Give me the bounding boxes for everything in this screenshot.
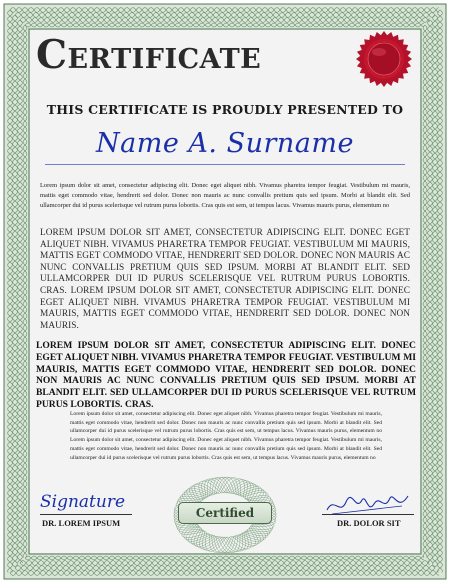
right-signer-name: DR. DOLOR SIT [337,518,401,528]
body-paragraph-caps: LOREM IPSUM DOLOR SIT AMET, CONSECTETUR ADIPISCING ELIT. DONEC EGET ALIQUET NIBH. VIVAMUS PHARETRA TEMPOR FEUGIAT. VESTIBULUM MI MAURIS, MATTIS EGET COMMODO VITAE, HENDRERIT SED DOLOR. DONEC NON MAURIS AC NUNC CONVALLIS PRETIUM QUIS SED IPSUM. MORBI AT BLANDIT ELIT. SED ULLAMCORPER DUI ID PURUS SCELERISQUE VEL RUTRUM PURUS LOBORTIS. CRAS. LOREM IPSUM DOLOR SIT AMET, CONSECTETUR ADIPISCING ELIT. DONEC EGET ALIQUET NIBH. VIVAMUS PHARETRA TEMPOR FEUGIAT. VESTIBULUM MI MAURIS, MATTIS EGET COMMODO VITAE, HENDRERIT SED DOLOR. DONEC NON MAURIS. [40,228,410,331]
right-signature-scribble-icon [322,490,412,520]
certified-badge: Certified [178,502,272,524]
right-signature-line [322,514,414,515]
body-paragraph-bold: LOREM IPSUM DOLOR SIT AMET, CONSECTETUR ADIPISCING ELIT. DONEC EGET ALIQUET NIBH. VIVAMUS PHARETRA TEMPOR FEUGIAT. VESTIBULUM MI MAURIS, MATTIS EGET COMMODO VITAE, HENDRERIT SED DOLOR. DONEC NON MAURIS AC NUNC CONVALLIS PRETIUM QUIS SED IPSUM. MORBI AT BLANDIT ELIT. SED ULLAMCORPER DUI ID PURUS SCELERISQUE VEL RUTRUM PURUS LOBORTIS. CRAS. [36,340,416,410]
body-paragraph-small: Lorem ipsum dolor sit amet, consectetur adipiscing elit. Donec eget aliquet nibh. Vivamus pharetra tempor feugiat. Vestibulum mi mauris, mattis eget commodo vitae, hendrerit sed dolor. Donec non mauris ac nunc convallis pretium quis sed ipsum. Morbi at blandit elit. Sed ullamcorper dui id purus scelerisque vel rutrum purus lobortis. Cras quis est sem, ut tempus lacus. Vivamus mauris purus, elementum no [40,182,410,210]
certificate-title: Certificate [36,32,262,78]
presented-to-line: THIS CERTIFICATE IS PROUDLY PRESENTED TO [46,102,404,117]
left-signature-line [40,514,132,515]
body-paragraph-tiny: Lorem ipsum dolor sit amet, consectetur adipiscing elit. Donec eget aliquet nibh. Vivamus pharetra tempor feugiat. Vestibulum mi mauris, mattis eget commodo vitae, hendrerit sed dolor. Donec non mauris ac nunc convallis pretium quis sed ipsum. Morbi at blandit elit. Sed ullamcorper dui id purus scelerisque vel rutrum purus lobortis. Cras quis est sem, ut tempus lacus. Vivamus mauris purus, elementum no Lorem ipsum dolor sit amet, consectetur adipiscing elit. Donec eget aliquet nibh. Vivamus pharetra tempor feugiat. Vestibulum mi mauris, mattis eget commodo vitae, hendrerit sed dolor. Donec non mauris ac nunc convallis pretium quis sed ipsum. Morbi at blandit elit. Sed ullamcorper dui id purus scelerisque vel rutrum purus lobortis. Cras quis est sem, ut tempus lacus. Vivamus mauris purus, elementum no [70,411,382,461]
left-signature-script: Signature [40,492,126,512]
red-seal-icon [355,30,413,88]
name-underline [45,164,405,165]
recipient-name: Name A. Surname [96,128,354,159]
left-signer-name: DR. LOREM IPSUM [42,518,121,528]
